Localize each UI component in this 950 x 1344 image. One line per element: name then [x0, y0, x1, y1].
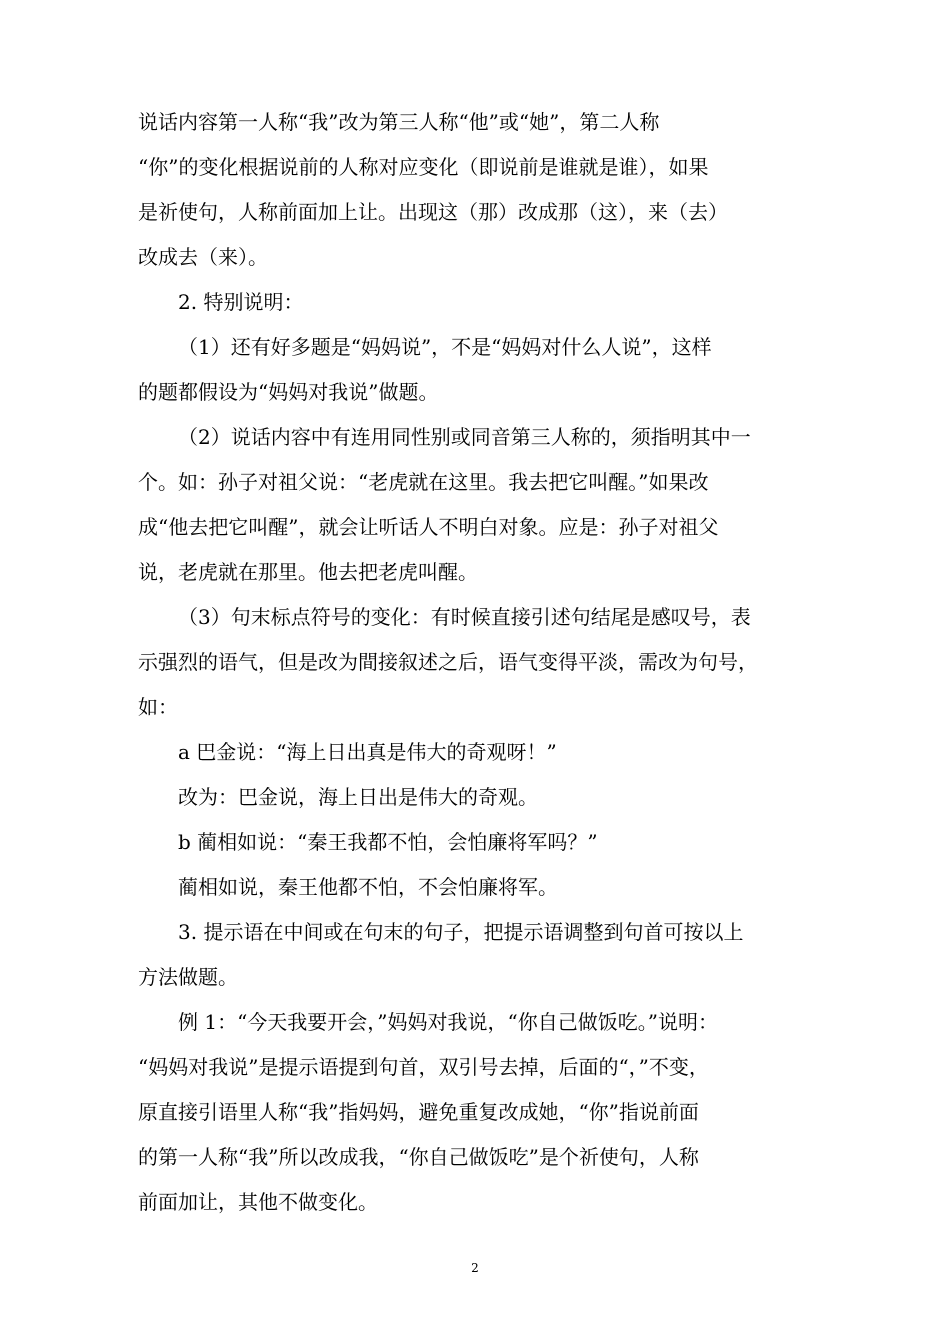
- text-line: a 巴金说：“海上日出真是伟大的奇观呀！”: [178, 740, 557, 764]
- text-line: 3. 提示语在中间或在句末的句子，把提示语调整到句首可按以上: [178, 920, 744, 944]
- text-line: 成“他去把它叫醒”，就会让听话人不明白对象。应是：孙子对祖父: [138, 515, 719, 539]
- text-line: 的第一人称“我”所以改成我，“你自己做饭吃”是个祈使句，人称: [138, 1145, 699, 1169]
- text-line: 改为：巴金说，海上日出是伟大的奇观。: [178, 785, 538, 809]
- text-line: 说，老虎就在那里。他去把老虎叫醒。: [138, 560, 478, 584]
- text-line: （2）说话内容中有连用同性别或同音第三人称的，须指明其中一: [178, 425, 751, 449]
- page-number: 2: [471, 1261, 479, 1275]
- text-line: 如：: [138, 695, 178, 719]
- text-line: 蔺相如说，秦王他都不怕，不会怕廉将军。: [178, 875, 558, 899]
- text-line: 方法做题。: [138, 965, 238, 989]
- text-line: （3）句末标点符号的变化：有时候直接引述句结尾是感叹号，表: [178, 605, 751, 629]
- text-line: 2. 特别说明：: [178, 290, 304, 314]
- text-line: 个。如：孙子对祖父说：“老虎就在这里。我去把它叫醒。”如果改: [138, 470, 709, 494]
- text-line: “妈妈对我说”是提示语提到句首，双引号去掉，后面的“，”不变，: [138, 1055, 709, 1079]
- text-line: 原直接引语里人称“我”指妈妈，避免重复改成她，“你”指说前面: [138, 1100, 699, 1124]
- text-line: 是祈使句，人称前面加上让。出现这（那）改成那（这），来（去）: [138, 200, 728, 224]
- text-line: “你”的变化根据说前的人称对应变化（即说前是谁就是谁），如果: [138, 155, 709, 179]
- text-line: b 蔺相如说：“秦王我都不怕，会怕廉将军吗？”: [178, 830, 598, 854]
- text-line: 说话内容第一人称“我”改为第三人称“他”或“她”，第二人称: [138, 110, 660, 134]
- text-line: 的题都假设为“妈妈对我说”做题。: [138, 380, 439, 404]
- text-line: （1）还有好多题是“妈妈说”，不是“妈妈对什么人说”，这样: [178, 335, 712, 359]
- text-line: 示强烈的语气，但是改为間接叙述之后，语气变得平淡，需改为句号，: [138, 650, 758, 674]
- text-line: 改成去（来）。: [138, 245, 268, 269]
- text-line: 前面加让，其他不做变化。: [138, 1190, 378, 1214]
- text-line: 例 1：“今天我要开会，”妈妈对我说，“你自己做饭吃。”说明：: [178, 1010, 718, 1034]
